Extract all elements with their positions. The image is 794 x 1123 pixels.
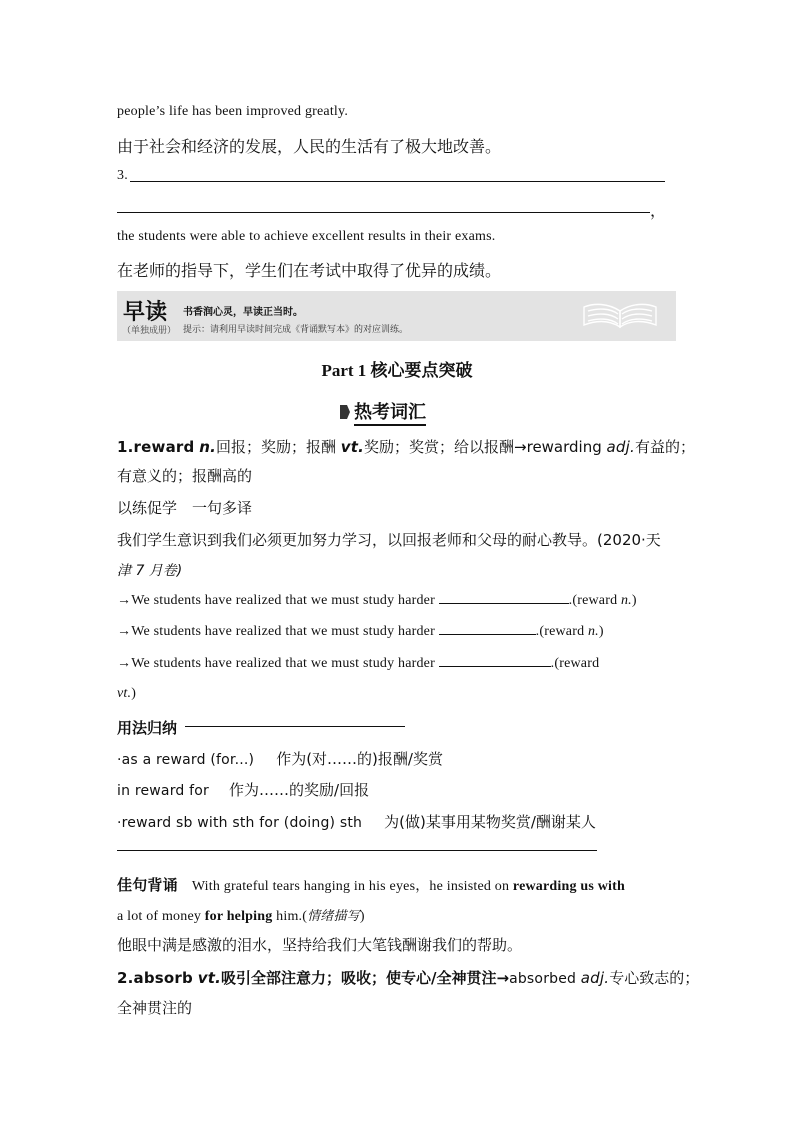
- part-heading: Part 1 核心要点突破: [321, 361, 473, 380]
- translation-line: 由于社会和经济的发展，人民的生活有了极大地改善。: [117, 137, 502, 156]
- usage-item: ·reward sb with sth for (doing) sth 为(做)某事用某物奖赏/酬谢某人: [117, 813, 596, 831]
- text-line: the students were able to achieve excellent results in their exams.: [117, 229, 496, 244]
- translation-exercise: →We students have realized that we must study harder .(reward n.): [117, 593, 637, 608]
- banner-hint: 提示：请利用早读时间完成《背诵默写本》的对应训练。: [183, 325, 409, 335]
- usage-heading: 用法归纳: [117, 719, 178, 737]
- usage-item: ·as a reward (for...) 作为(对……的)报酬/奖赏: [117, 750, 443, 768]
- example-translation: 他眼中满是感激的泪水，坚持给我们大笔钱酬谢我们的帮助。: [117, 936, 523, 954]
- heading-rule: [185, 726, 405, 727]
- vocab-def-continued: 全神贯注的: [117, 999, 193, 1017]
- vocab-entry-absorb: 2.absorb vt.吸引全部注意力；吸收；使专心/全神贯注→absorbed adj.专心致志的；: [117, 969, 700, 987]
- answer-blank[interactable]: [439, 666, 551, 667]
- example-sentence-cont: a lot of money for helping him.(情绪描写): [117, 909, 365, 924]
- blank-line: [130, 181, 665, 182]
- open-book-icon: [580, 297, 660, 333]
- answer-blank[interactable]: [439, 634, 536, 635]
- blank-line: [117, 212, 650, 213]
- banner-slogan: 书香润心灵，早读正当时。: [183, 307, 303, 318]
- translation-exercise: →We students have realized that we must study harder .(reward: [117, 656, 600, 671]
- comma-mark: ，: [650, 201, 667, 220]
- banner-title: 早读: [123, 299, 168, 325]
- vocab-def-continued: 有意义的；报酬高的: [117, 467, 253, 485]
- banner-subtitle: （单独成册）: [122, 326, 177, 336]
- blank-line-label: 3.: [117, 168, 128, 183]
- example-sentence: 佳句背诵 With grateful tears hanging in his eyes，he insisted on rewarding us with: [117, 876, 625, 894]
- vocab-entry-reward: 1.reward n.回报；奖励；报酬 vt.奖励；奖赏；给以报酬→rewarding adj.有益的；: [117, 438, 695, 456]
- practice-sentence-cn: 我们学生意识到我们必须更加努力学习，以回报老师和父母的耐心教导。(2020·天: [117, 531, 661, 549]
- section-marker-icon: [340, 405, 350, 419]
- morning-reading-banner: [117, 291, 676, 341]
- answer-blank[interactable]: [439, 603, 569, 604]
- practice-heading: 以练促学 一句多译: [117, 499, 253, 517]
- translation-line: 在老师的指导下，学生们在考试中取得了优异的成绩。: [117, 261, 502, 280]
- practice-source: 津 7 月卷): [117, 563, 183, 579]
- translation-exercise-tail: vt.): [117, 686, 137, 701]
- text-line: people’s life has been improved greatly.: [117, 104, 349, 119]
- usage-item: in reward for 作为……的奖励/回报: [117, 781, 370, 799]
- section-heading: 热考词汇: [340, 398, 426, 424]
- section-rule: [117, 850, 597, 851]
- translation-exercise: →We students have realized that we must study harder .(reward n.): [117, 624, 604, 639]
